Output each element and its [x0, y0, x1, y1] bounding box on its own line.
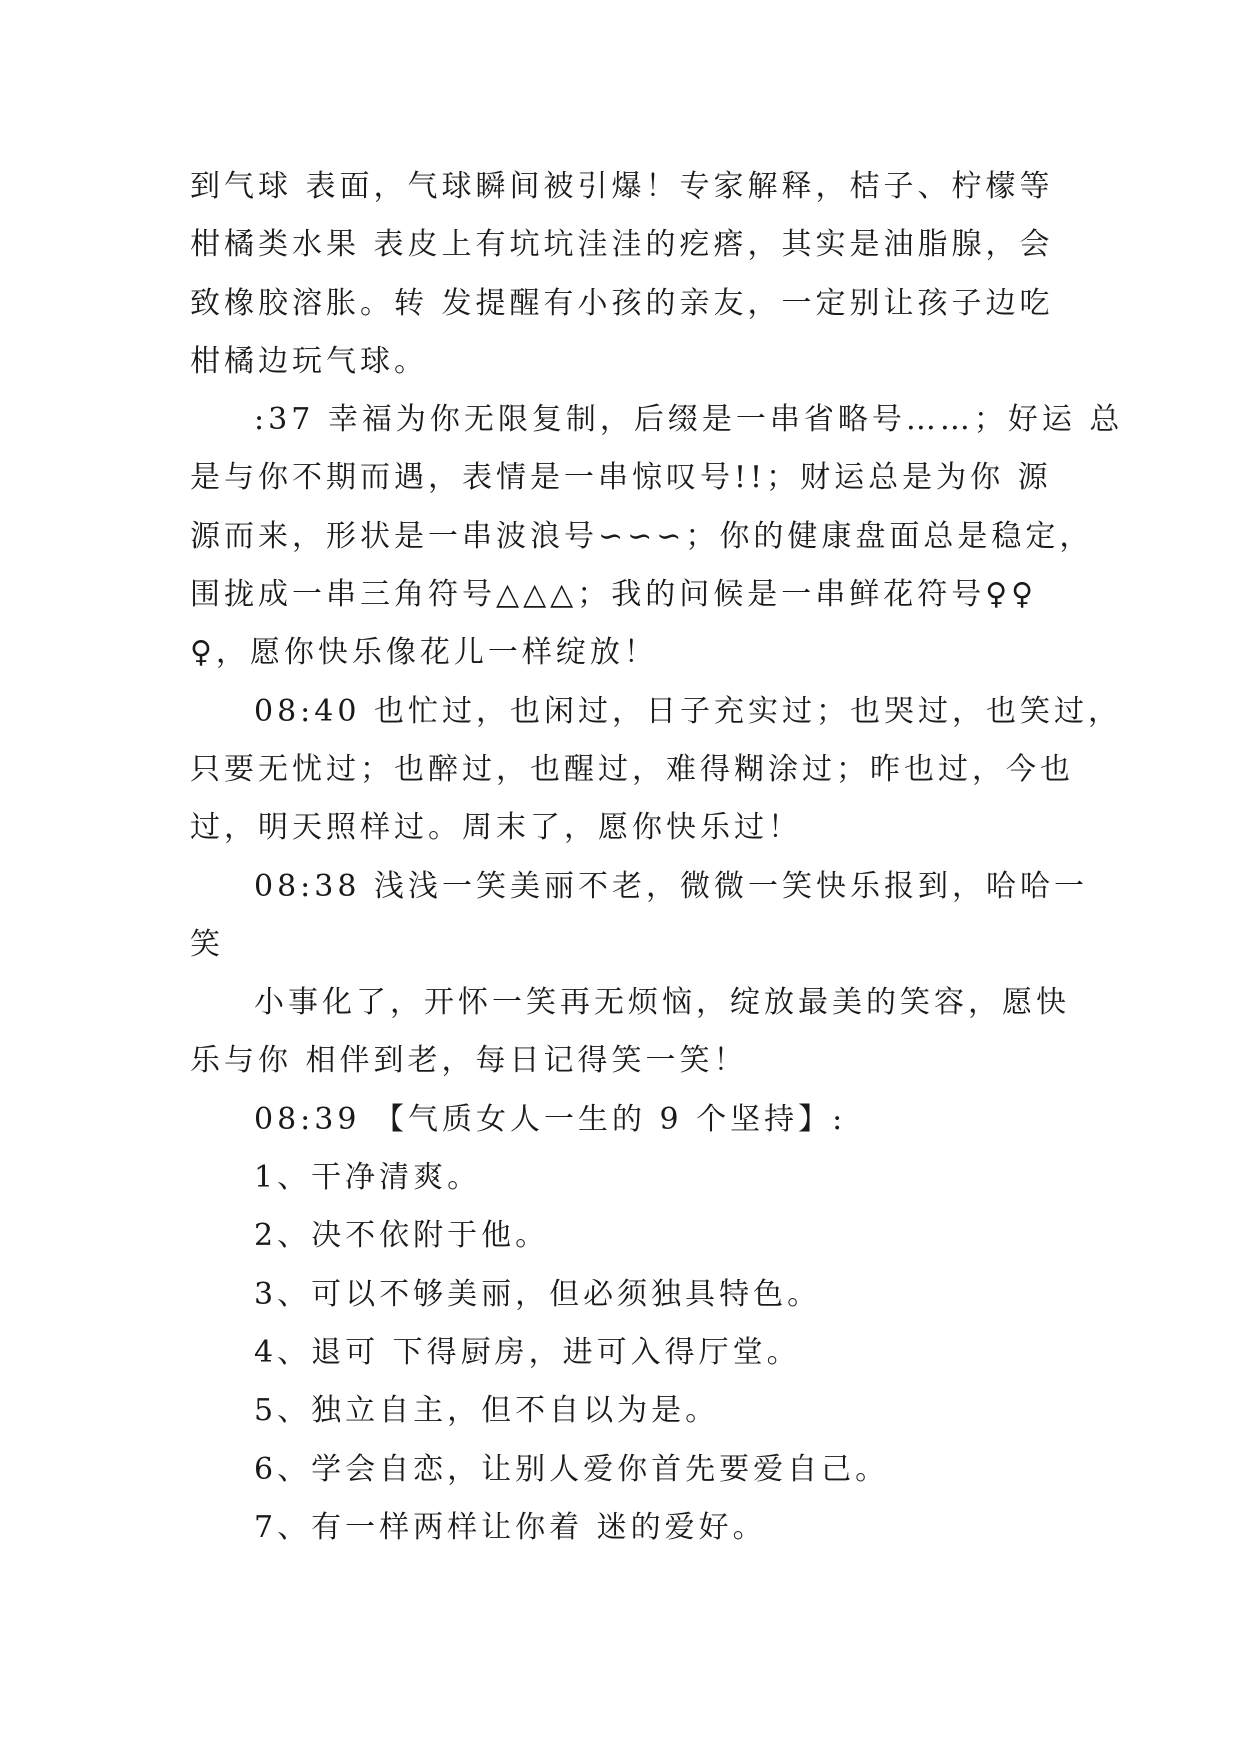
text-line: 6、学会自恋，让别人爱你首先要爱自己。: [254, 1451, 890, 1487]
text-line: 柑橘类水果 表皮上有坑坑洼洼的疙瘩，其实是油脂腺，会: [190, 227, 1054, 263]
text-line: 柑橘边玩气球。: [190, 343, 428, 379]
text-line: 乐与你 相伴到老，每日记得笑一笑！: [190, 1043, 748, 1079]
text-line: 08:39 【气质女人一生的 9 个坚持】:: [254, 1101, 847, 1137]
text-line: :37 幸福为你无限复制，后缀是一串省略号……；好运 总: [254, 402, 1124, 438]
text-line: 2、决不依附于他。: [254, 1218, 550, 1254]
text-line: 是与你不期而遇，表情是一串惊叹号!!；财运总是为你 源: [190, 460, 1052, 496]
text-line: ♀，愿你快乐像花儿一样绽放！: [190, 635, 658, 671]
document-body: [190, 158, 1124, 1557]
text-line: 到气球 表面，气球瞬间被引爆！专家解释，桔子、柠檬等: [190, 169, 1054, 204]
text-line: 5、独立自主，但不自以为是。: [254, 1393, 720, 1429]
text-line: 致橡胶溶胀。转 发提醒有小孩的亲友，一定别让孩子边吃: [190, 285, 1054, 321]
text-line: 小事化了，开怀一笑再无烦恼，绽放最美的笑容，愿快: [254, 985, 1070, 1021]
text-line: 3、可以不够美丽，但必须独具特色。: [254, 1276, 822, 1312]
text-line: 只要无忧过；也醉过，也醒过，难得糊涂过；昨也过，今也: [190, 751, 1074, 787]
text-line: 过，明天照样过。周末了，愿你快乐过！: [190, 810, 802, 846]
text-line: 08:40 也忙过，也闲过，日子充实过；也哭过，也笑过，: [254, 693, 1122, 729]
text-line: 7、有一样两样让你着 迷的爱好。: [254, 1509, 767, 1545]
text-line: 源而来，形状是一串波浪号∽∽∽；你的健康盘面总是稳定，: [190, 518, 1094, 554]
text-line: 1、干净清爽。: [254, 1160, 482, 1196]
text-line: 笑: [190, 926, 224, 962]
text-line: 4、退可 下得厨房，进可入得厅堂。: [254, 1334, 801, 1370]
text-line: 围拢成一串三角符号△△△；我的问候是一串鲜花符号♀♀: [190, 577, 1038, 613]
text-line: 08:38 浅浅一笑美丽不老，微微一笑快乐报到，哈哈一: [254, 868, 1088, 904]
